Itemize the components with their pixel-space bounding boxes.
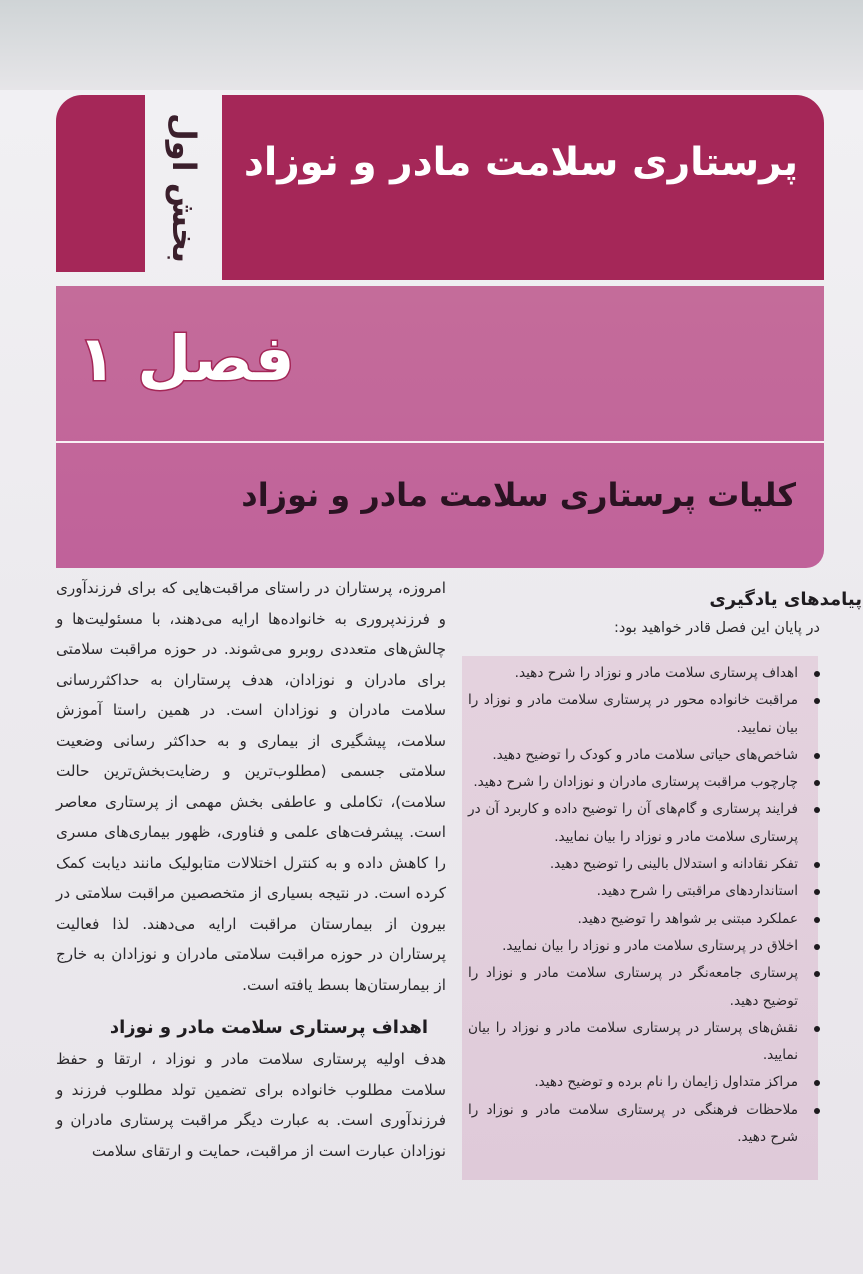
list-item — [468, 1069, 830, 1096]
objective-text: استانداردهای مراقبتی را شرح دهید. — [596, 883, 798, 900]
bullet-icon — [814, 753, 820, 759]
part-title: پرستاری سلامت مادر و نوزاد — [243, 140, 798, 185]
objective-text: مراقبت خانواده محور در پرستاری سلامت مادر و نوزاد را بیان نمایید. — [468, 692, 798, 736]
bullet-icon — [814, 971, 820, 977]
bullet-icon — [814, 862, 820, 868]
bullet-icon — [814, 1108, 820, 1114]
list-item — [468, 1097, 830, 1152]
list-item — [468, 660, 830, 687]
bullet-icon — [814, 780, 820, 786]
objective-text: ملاحظات فرهنگی در پرستاری سلامت مادر و نوزاد را شرح دهید. — [468, 1101, 798, 1146]
objective-text: اخلاق در پرستاری سلامت مادر و نوزاد را بیان نمایید. — [502, 937, 798, 954]
part-label — [150, 95, 218, 280]
body-text-column — [56, 573, 446, 1166]
list-item — [468, 687, 830, 742]
objective-text: شاخص‌های حیاتی سلامت مادر و کودک را توضیح دهید. — [492, 746, 798, 763]
bullet-icon — [814, 917, 820, 923]
bullet-icon — [814, 1026, 820, 1032]
list-item — [468, 1015, 830, 1070]
part-title-box — [222, 95, 824, 280]
objective-text: عملکرد مبتنی بر شواهد را توضیح دهید. — [577, 910, 798, 927]
chapter-number-area — [56, 286, 824, 436]
list-item — [468, 796, 830, 851]
bullet-icon — [814, 671, 820, 677]
list-item — [468, 851, 830, 878]
list-item — [468, 933, 830, 960]
objective-text: پرستاری جامعه‌نگر در پرستاری سلامت مادر و نوزاد را توضیح دهید. — [468, 965, 798, 1009]
objective-text: چارچوب مراقبت پرستاری مادران و نوزادان را شرح دهید. — [473, 774, 798, 791]
objective-text: اهداف پرستاری سلامت مادر و نوزاد را شرح دهید. — [514, 665, 798, 681]
bullet-icon — [814, 807, 820, 813]
objective-text: فرایند پرستاری و گام‌های آن را توضیح داده و کاربرد آن در پرستاری سلامت مادر و نوزاد را بیان نمایید. — [468, 801, 798, 845]
list-item — [468, 960, 830, 1015]
chapter-divider — [56, 441, 824, 443]
bullet-icon — [814, 698, 820, 704]
list-item — [468, 769, 830, 796]
objective-text: تفکر نقادانه و استدلال بالینی را توضیح دهید. — [549, 856, 798, 873]
top-margin — [0, 0, 863, 90]
part-label-text: بخش اول — [165, 112, 204, 263]
list-item — [468, 878, 830, 905]
section-paragraph: هدف اولیه پرستاری سلامت مادر و نوزاد ، ارتقا و حفظ سلامت مطلوب خانواده برای تضمین تولد مطلوب فرزند و فرزندآوری است. به عبارت دیگر مراقبت پرستاری مادران و نوزادان عبارت است از مراقبت، حمایت و ارتقای سلامت — [56, 1050, 446, 1160]
chapter-number: فصل ۱ — [78, 322, 295, 395]
bullet-icon — [814, 944, 820, 950]
objective-text: نقش‌های پرستار در پرستاری سلامت مادر و نوزاد را بیان نمایید. — [468, 1019, 798, 1064]
list-item — [468, 906, 830, 933]
objectives-subheading: در پایان این فصل قادر خواهید بود: — [613, 620, 820, 636]
objectives-list — [468, 660, 830, 1151]
chapter-title: کلیات پرستاری سلامت مادر و نوزاد — [241, 476, 796, 514]
objectives-heading: پیامدهای یادگیری — [709, 589, 862, 610]
chapter-header — [56, 286, 824, 568]
section-heading: اهداف پرستاری سلامت مادر و نوزاد — [109, 1017, 428, 1038]
bullet-icon — [814, 889, 820, 895]
list-item — [468, 742, 830, 769]
bullet-icon — [814, 1080, 820, 1086]
objective-text: مراکز متداول زایمان را نام برده و توضیح دهید. — [534, 1074, 798, 1091]
intro-paragraph: امروزه، پرستاران در راستای مراقبت‌هایی که برای فرزندآوری و فرزندپروری به خانواده‌ها ارایه می‌دهند، با مسئولیت‌ها و چالش‌های متعددی روبرو می‌شوند. در حوزه مراقبت سلامتی برای مادران و نوزادان، هدف پرستاران به حداکثررسانی سلامت مادران و نوزادان است. در همین راستا آموزش سلامت، پیشگیری از بیماری و به حداکثر رسانی وضعیت سلامتی جسمی (مطلوب‌ترین و رضایت‌بخش‌ترین حالت سلامت)، تکاملی و عاطفی بخش مهمی از پرستاری معاصر است. پیشرفت‌های علمی و فناوری، ظهور بیماری‌های مسری را کاهش داده و به کنترل اختلالات متابولیک مانند دیابت کمک کرده است. در نتیجه بسیاری از متخصصین مراقبت سلامتی در بیرون از بیمارستان مراقبت ارایه می‌دهند. لذا فعالیت پرستاران در حوزه مراقبت سلامتی مادران و نوزادان به خارج از بیمارستان‌ها بسط یافته است. — [56, 579, 446, 994]
part-side-block — [56, 95, 145, 272]
